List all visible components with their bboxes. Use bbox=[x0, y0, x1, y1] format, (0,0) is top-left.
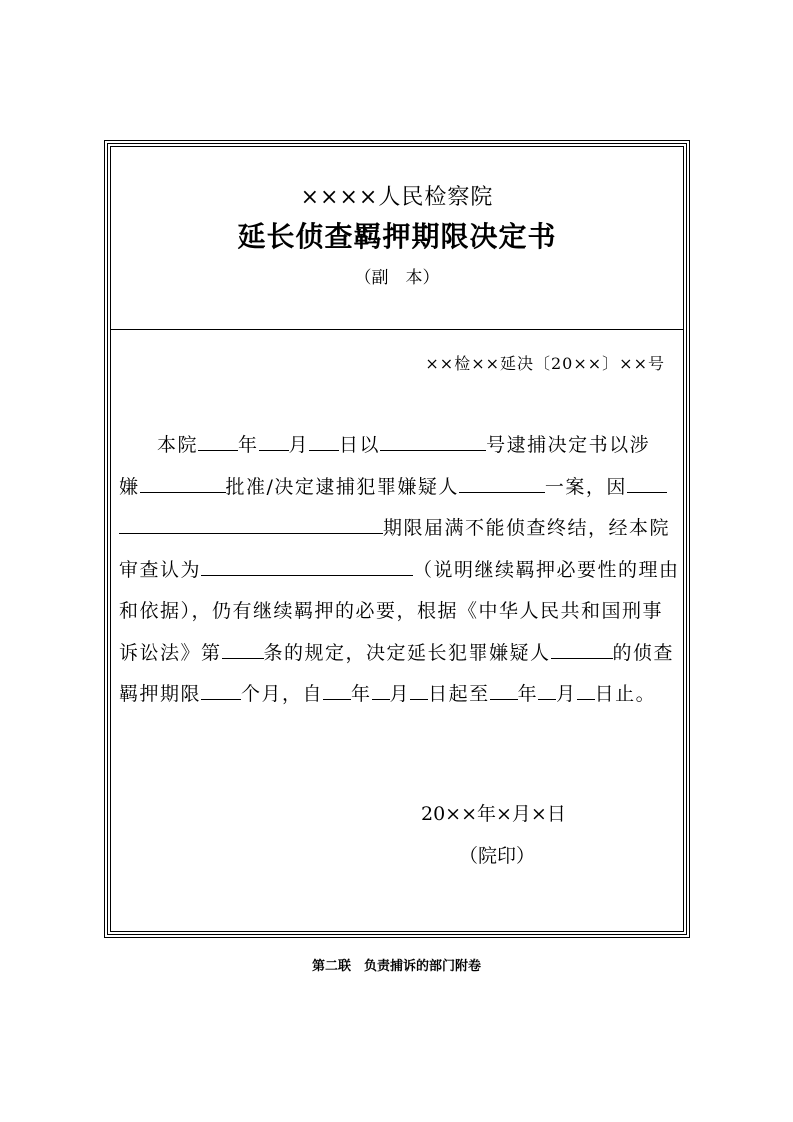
text: 号逮捕决定书以涉 bbox=[486, 434, 651, 456]
blank-months[interactable] bbox=[201, 679, 241, 700]
blank-start-day[interactable] bbox=[410, 679, 428, 700]
organization-name: ××××人民检察院 bbox=[300, 185, 494, 210]
court-seal-label: （院印） bbox=[459, 845, 536, 867]
text: 诉讼法》第 bbox=[119, 641, 222, 664]
blank-charge[interactable] bbox=[140, 472, 226, 493]
text: 月 bbox=[288, 434, 310, 456]
blank-review-finding[interactable] bbox=[201, 555, 413, 576]
document-inner-border bbox=[110, 146, 684, 932]
body-line-1 bbox=[119, 425, 687, 467]
document-header bbox=[111, 147, 683, 330]
blank-suspect-name-2[interactable] bbox=[551, 638, 613, 659]
copy-label: （副 本） bbox=[354, 268, 440, 288]
text: 日止。 bbox=[594, 683, 657, 705]
text: 本院 bbox=[157, 434, 199, 456]
blank-reason[interactable] bbox=[119, 513, 383, 534]
blank-end-day[interactable] bbox=[577, 679, 595, 700]
blank-suspect-name[interactable] bbox=[459, 472, 545, 493]
body-line-3 bbox=[119, 508, 687, 550]
blank-end-year[interactable] bbox=[490, 679, 518, 700]
blank-day[interactable] bbox=[309, 430, 339, 451]
body-line-7 bbox=[119, 674, 687, 716]
document-number: ××检××延决〔20××〕××号 bbox=[425, 354, 665, 373]
document-frame bbox=[104, 140, 690, 938]
blank-warrant-number[interactable] bbox=[380, 430, 486, 451]
text: 批准/决定逮捕犯罪嫌疑人 bbox=[225, 475, 459, 498]
blank-reason-start[interactable] bbox=[627, 472, 667, 493]
text: （说明继续羁押必要性的理由 bbox=[413, 558, 680, 581]
body-line-5 bbox=[119, 591, 687, 633]
signature-date: 20××年×月×日 bbox=[421, 803, 566, 825]
blank-article[interactable] bbox=[222, 638, 264, 659]
blank-end-month[interactable] bbox=[538, 679, 556, 700]
document-title: 延长侦查羁押期限决定书 bbox=[237, 220, 557, 253]
body-line-6 bbox=[119, 633, 687, 675]
text: 审查认为 bbox=[119, 558, 202, 581]
document-body bbox=[119, 425, 687, 716]
text: 一案，因 bbox=[544, 475, 627, 498]
text: 条的规定，决定延长犯罪嫌疑人 bbox=[263, 641, 551, 664]
blank-month[interactable] bbox=[259, 430, 289, 451]
text: 日起至 bbox=[428, 683, 490, 705]
body-line-4 bbox=[119, 550, 687, 592]
body-line-2 bbox=[119, 467, 687, 509]
text: 年 bbox=[238, 434, 259, 456]
text: 的侦查 bbox=[612, 641, 675, 664]
text: 嫌 bbox=[119, 475, 140, 498]
text: 年 bbox=[351, 683, 372, 705]
text: 月 bbox=[389, 683, 411, 705]
blank-start-month[interactable] bbox=[372, 679, 390, 700]
blank-year[interactable] bbox=[198, 430, 238, 451]
text: 年 bbox=[517, 683, 539, 705]
copy-footer: 第二联 负责捕诉的部门附卷 bbox=[311, 959, 481, 974]
text: 日以 bbox=[339, 434, 381, 456]
text: 羁押期限 bbox=[119, 683, 202, 705]
text: 月 bbox=[556, 683, 577, 705]
text: 期限届满不能侦查终结，经本院 bbox=[383, 517, 671, 539]
blank-start-year[interactable] bbox=[323, 679, 351, 700]
text: 个月，自 bbox=[241, 683, 324, 705]
text: 和依据），仍有继续羁押的必要，根据《中华人民共和国刑事 bbox=[119, 600, 664, 622]
